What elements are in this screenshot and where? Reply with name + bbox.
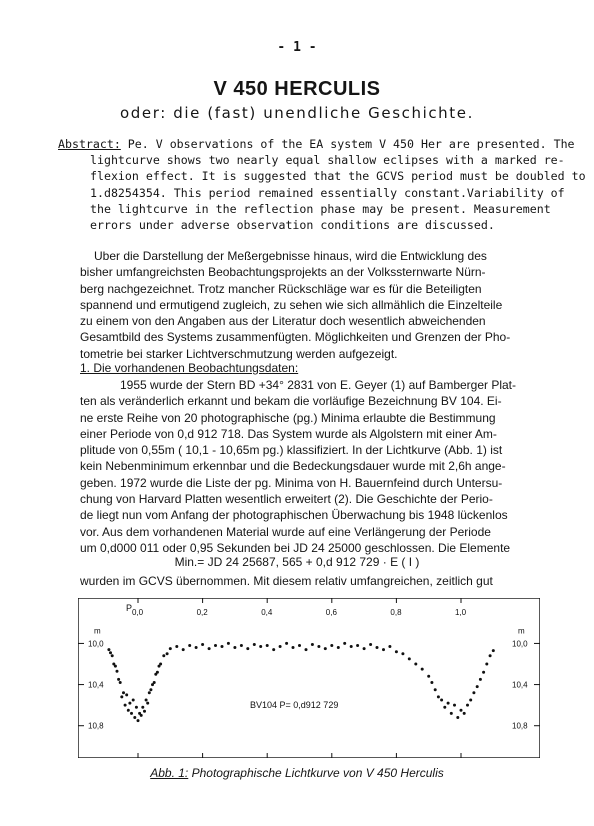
data-point: [388, 645, 391, 648]
data-point: [116, 670, 119, 673]
data-point: [292, 646, 295, 649]
intro-line: tometrie bei starker Lichtverschmutzung werden aufgezeigt.: [80, 346, 398, 361]
data-point: [153, 681, 156, 684]
data-point: [145, 699, 148, 702]
data-point: [117, 678, 120, 681]
x-tick-label-top: 1,0: [455, 608, 467, 617]
data-point: [440, 699, 443, 702]
body-line: de liegt nun vom Anfang der photographischen Überwachung bis 1948 lückenlos: [80, 508, 508, 523]
caption-text: Photographische Lichtkurve von V 450 Herculis: [188, 766, 444, 780]
data-point: [137, 719, 140, 722]
intro-line: spannend und ermutigend zugleich, zu sehen wie sich allmählich die Einzelteile: [80, 297, 503, 312]
data-point: [169, 647, 172, 650]
data-point: [111, 654, 114, 657]
caption-label: Abb. 1:: [150, 766, 189, 780]
x-tick-label-top: 0,0: [132, 608, 144, 617]
data-point: [317, 645, 320, 648]
x-tick-label-top: 0,8: [390, 608, 402, 617]
lightcurve-figure: [78, 598, 540, 758]
abstract-line: Pe. V observations of the EA system V 450 Her are presented. The: [120, 137, 575, 151]
page-number: - 1 -: [277, 40, 317, 55]
data-point: [305, 648, 308, 651]
data-point: [114, 665, 117, 668]
y-tick-label-left: 10,0: [88, 639, 104, 649]
data-point: [122, 691, 125, 694]
abstract-line: errors under adverse observation conditions are discussed.: [90, 218, 495, 233]
data-point: [133, 716, 136, 719]
y-tick-label-right: 10,0: [512, 639, 528, 649]
intro-line: berg nachgezeichnet. Trotz mancher Rückschläge war es für die Beteiligten: [80, 281, 482, 296]
data-point: [401, 652, 404, 655]
data-point: [489, 654, 492, 657]
data-point: [156, 671, 159, 674]
y-unit-right: m: [518, 626, 525, 636]
data-point: [466, 704, 469, 707]
data-point: [135, 706, 138, 709]
data-point: [149, 688, 152, 691]
data-point: [421, 668, 424, 671]
subtitle: oder: die (fast) unendliche Geschichte.: [120, 104, 474, 122]
data-point: [437, 695, 440, 698]
data-point: [130, 712, 133, 715]
abstract: [58, 136, 586, 233]
data-point: [443, 706, 446, 709]
intro-paragraph: [80, 248, 540, 362]
data-point: [363, 647, 366, 650]
data-point: [182, 648, 185, 651]
data-point: [382, 648, 385, 651]
y-tick-label-left: 10,4: [88, 680, 104, 690]
data-point: [485, 663, 488, 666]
data-point: [298, 644, 301, 647]
data-point: [285, 642, 288, 645]
data-point: [119, 681, 122, 684]
data-point: [208, 647, 211, 650]
data-point: [221, 645, 224, 648]
abstract-line: the lightcurve in the reflection phase may be present. Measurement: [90, 201, 551, 216]
abstract-label: Abstract:: [58, 137, 121, 151]
data-point: [460, 709, 463, 712]
abstract-line: lightcurve shows two nearly equal shallow eclipses with a marked re-: [90, 153, 565, 168]
data-point: [463, 712, 466, 715]
body-line: kein Nebenminimum erkennbar und die Bedeckungsdauer wurde mit 2,6h ange-: [80, 459, 506, 474]
body-line: chung von Harvard Platten wesentlich erweitert (2). Die Geschichte der Perio-: [80, 492, 493, 507]
data-point: [141, 706, 144, 709]
body-line: 1955 wurde der Stern BD +34° 2831 von E. Geyer (1) auf Bamberger Plat-: [120, 378, 517, 392]
page-title: V 450 HERCULIS: [213, 78, 381, 100]
data-point: [124, 704, 127, 707]
data-point: [214, 644, 217, 647]
data-point: [266, 644, 269, 647]
body-line: ten als veränderlich erkannt und bekam die vorläufige Bezeichnung BV 104. Ei-: [80, 394, 502, 409]
data-point: [472, 691, 475, 694]
data-point: [253, 643, 256, 646]
data-point: [430, 681, 433, 684]
intro-line: Uber die Darstellung der Meßergebnisse hinaus, wird die Entwicklung des: [94, 249, 487, 263]
data-point: [162, 654, 165, 657]
data-point: [109, 651, 112, 654]
data-point: [120, 695, 123, 698]
figure-caption: [0, 766, 594, 780]
x-tick-label-top: 0,4: [261, 608, 273, 617]
data-point: [427, 675, 430, 678]
y-tick-label-left: 10,8: [88, 721, 104, 731]
abstract-line: 1.d8254354. This period remained essentially constant.Variability of: [90, 185, 565, 200]
data-point: [128, 702, 131, 705]
data-point: [456, 716, 459, 719]
body-line: vor. Aus dem vorhandenen Material wurde auf eine Verlängerung der Periode: [80, 524, 491, 539]
data-point: [175, 645, 178, 648]
intro-line: zu einem von den Angaben aus der Literatur doch wesentlich abweichenden: [80, 314, 486, 329]
elements-formula: Min.= JD 24 25687, 565 + 0,d 912 729 · E ( I ): [174, 555, 420, 569]
data-point: [132, 699, 135, 702]
data-point: [146, 702, 149, 705]
data-point: [195, 646, 198, 649]
data-point: [227, 642, 230, 645]
data-point: [395, 650, 398, 653]
data-point: [350, 645, 353, 648]
data-point: [259, 645, 262, 648]
body-line: geben. 1972 wurde die Liste der pg. Minima von H. Bauernfeind durch Untersu-: [80, 475, 503, 490]
data-point: [240, 644, 243, 647]
data-point: [356, 644, 359, 647]
data-point: [279, 645, 282, 648]
data-point: [434, 688, 437, 691]
abstract-line: flexion effect. It is suggested that the GCVS period must be doubled to: [90, 169, 586, 184]
data-point: [414, 663, 417, 666]
x-tick-label-top: 0,2: [196, 608, 208, 617]
intro-line: Gesamtbild des Systems zusammenfügten. Möglichkeiten und Grenzen der Pho-: [80, 330, 511, 345]
y-unit-left: m: [94, 626, 101, 636]
data-point: [324, 647, 327, 650]
body-line: um 0,d000 011 oder 0,95 Sekunden bei JD 24 25000 geschlossen. Die Elemente: [80, 540, 511, 555]
data-point: [450, 712, 453, 715]
body-line: plitude von 0,55m ( 10,1 - 10,65m pg.) klassifiziert. In der Lichtkurve (Abb. 1) ist: [80, 443, 503, 458]
figure-points: [107, 642, 494, 722]
data-point: [343, 642, 346, 645]
section-heading: 1. Die vorhandenen Beobachtungsdaten:: [80, 361, 299, 375]
data-point: [330, 644, 333, 647]
body-last-line: wurden im GCVS übernommen. Mit diesem relativ umfangreichen, zeitlich gut: [80, 574, 493, 588]
data-point: [140, 714, 143, 717]
data-point: [469, 699, 472, 702]
figure-frame: [78, 598, 540, 758]
data-point: [201, 643, 204, 646]
data-point: [143, 710, 146, 713]
body-line: ne erste Reihe von 20 photographische (pg.) Minima erlaubte die Bestimmung: [80, 410, 496, 425]
data-point: [453, 704, 456, 707]
data-point: [107, 648, 110, 651]
data-point: [376, 646, 379, 649]
y-tick-label-right: 10,4: [512, 680, 528, 690]
data-point: [476, 685, 479, 688]
figure-labels: [88, 603, 528, 758]
data-point: [246, 647, 249, 650]
data-point: [369, 643, 372, 646]
data-point: [408, 657, 411, 660]
data-point: [166, 652, 169, 655]
x-tick-label-top: 0,6: [325, 608, 337, 617]
data-point: [233, 646, 236, 649]
body-line: einer Periode von 0,d 912 718. Das System wurde als Algolstern mit einer Am-: [80, 426, 497, 441]
data-point: [311, 643, 314, 646]
data-point: [492, 649, 495, 652]
intro-line: bisher umfangreichsten Beobachtungsprojekts an der Volkssternwarte Nürn-: [80, 265, 486, 280]
y-tick-label-right: 10,8: [512, 721, 528, 731]
figure-ticks: [78, 598, 540, 758]
data-point: [127, 709, 130, 712]
data-point: [479, 678, 482, 681]
data-point: [125, 693, 128, 696]
data-point: [447, 702, 450, 705]
data-point: [188, 644, 191, 647]
body-paragraph: [80, 377, 540, 556]
data-point: [272, 648, 275, 651]
phase-symbol-top: P: [126, 603, 133, 613]
data-point: [337, 646, 340, 649]
figure-annotation: BV104 P= 0,d912 729: [250, 700, 339, 710]
data-point: [159, 663, 162, 666]
data-point: [148, 691, 151, 694]
data-point: [482, 671, 485, 674]
